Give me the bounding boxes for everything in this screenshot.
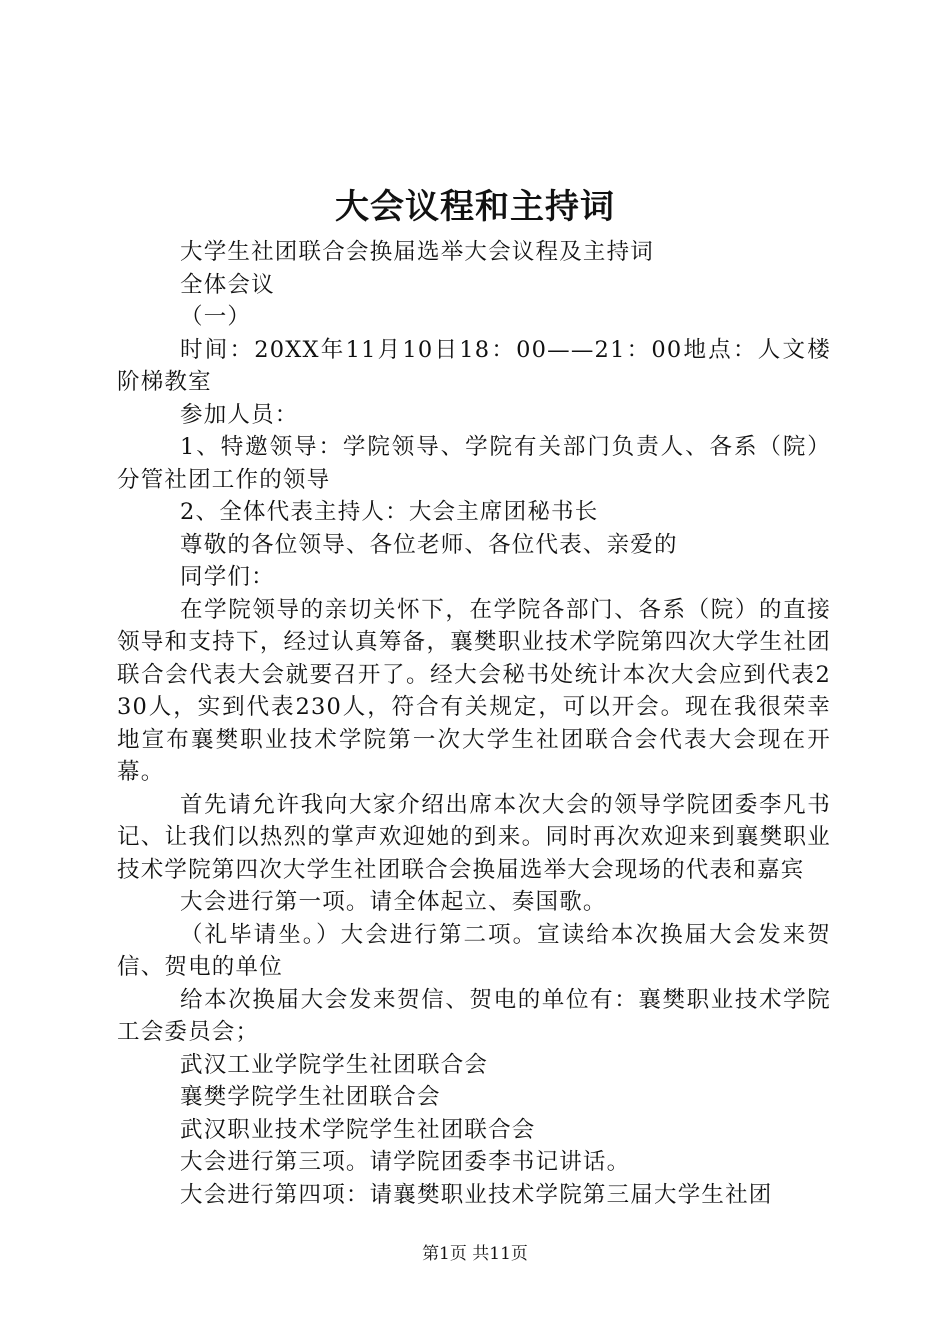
paragraph: 同学们： <box>180 564 275 590</box>
paragraph: 给本次换届大会发来贺信、贺电的单位有：襄樊职业技术学院工会委员会； <box>117 986 831 1045</box>
page-footer: 第1页 共11页 <box>422 1244 528 1264</box>
paragraph: 全体会议 <box>180 271 275 298</box>
paragraph: 武汉工业学院学生社团联合会 <box>180 1051 489 1078</box>
paragraph: 武汉职业技术学院学生社团联合会 <box>180 1116 536 1143</box>
paragraph: 2、全体代表主持人：大会主席团秘书长 <box>180 499 599 525</box>
paragraph: 襄樊学院学生社团联合会 <box>180 1084 441 1110</box>
paragraph: 大学生社团联合会换届选举大会议程及主持词 <box>180 239 655 265</box>
paragraph: 在学院领导的亲切关怀下，在学院各部门、各系（院）的直接领导和支持下，经过认真筹备，襄樊职业技术学院第四次大学生社团联合会代表大会就要召开了。经大会秘书处统计本次大会应到代表230人，实到代表230人，符合有关规定，可以开会。现在我很荣幸地宣布襄樊职业技术学院第一次大学生社团联合会代表大会现在开幕。 <box>117 596 831 785</box>
document-title: 大会议程和主持词 <box>335 187 615 227</box>
paragraph: 首先请允许我向大家介绍出席本次大会的领导学院团委李凡书记、让我们以热烈的掌声欢迎她的到来。同时再次欢迎来到襄樊职业技术学院第四次大学生社团联合会换届选举大会现场的代表和嘉宾 <box>117 791 831 883</box>
paragraph: （礼毕请坐。）大会进行第二项。宣读给本次换届大会发来贺信、贺电的单位 <box>117 921 831 980</box>
paragraph: （一） <box>180 304 252 330</box>
paragraph: 时间：20XX年11月10日18：00——21：00地点：人文楼阶梯教室 <box>117 336 831 395</box>
paragraph: 尊敬的各位领导、各位老师、各位代表、亲爱的 <box>180 531 678 558</box>
paragraph: 参加人员： <box>180 401 299 428</box>
paragraph: 大会进行第四项：请襄樊职业技术学院第三届大学生社团 <box>180 1181 773 1208</box>
paragraph: 1、特邀领导：学院领导、学院有关部门负责人、各系（院）分管社团工作的领导 <box>117 434 831 493</box>
paragraph: 大会进行第一项。请全体起立、奏国歌。 <box>180 889 607 915</box>
document-body <box>117 236 831 1211</box>
paragraph: 大会进行第三项。请学院团委李书记讲话。 <box>180 1149 631 1175</box>
